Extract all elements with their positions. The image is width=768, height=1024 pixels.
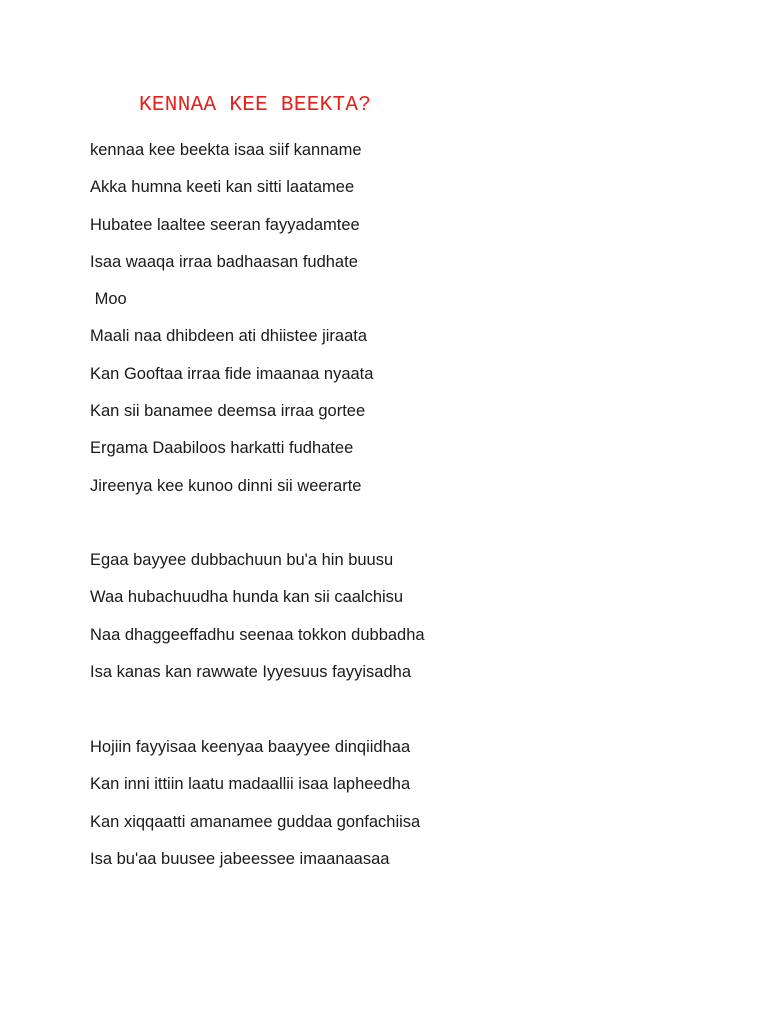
verse-line: Egaa bayyee dubbachuun bu'a hin buusu bbox=[90, 551, 394, 569]
stanza-2 bbox=[90, 550, 425, 699]
verse-line: Kan xiqqaatti amanamee guddaa gonfachiisa bbox=[90, 812, 421, 831]
verse-line: Kan sii banamee deemsa irraa gortee bbox=[90, 402, 366, 421]
stanza-1 bbox=[90, 140, 373, 513]
verse-line: Isaa waaqa irraa badhaasan fudhate bbox=[90, 252, 358, 271]
verse-line: Jireenya kee kunoo dinni sii weerarte bbox=[90, 476, 362, 495]
verse-line: kennaa kee beekta isaa siif kanname bbox=[90, 141, 362, 159]
document-title: KENNAA KEE BEEKTA? bbox=[139, 94, 372, 117]
verse-line: Isa bu'aa buusee jabeessee imaanaasaa bbox=[90, 849, 390, 868]
verse-line: Hubatee laaltee seeran fayyadamtee bbox=[90, 215, 360, 234]
verse-line: Isa kanas kan rawwate Iyyesuus fayyisadha bbox=[90, 662, 412, 681]
verse-line: Waa hubachuudha hunda kan sii caalchisu bbox=[90, 588, 404, 607]
verse-line: Hojiin fayyisaa keenyaa baayyee dinqiidhaa bbox=[90, 738, 411, 756]
verse-line: Akka humna keeti kan sitti laatamee bbox=[90, 178, 355, 197]
verse-line: Moo bbox=[90, 290, 127, 309]
verse-line: Naa dhaggeeffadhu seenaa tokkon dubbadha bbox=[90, 625, 425, 644]
verse-line: Kan inni ittiin laatu madaallii isaa lapheedha bbox=[90, 775, 411, 794]
stanza-3 bbox=[90, 737, 420, 886]
verse-line: Ergama Daabiloos harkatti fudhatee bbox=[90, 439, 354, 458]
verse-line: Maali naa dhibdeen ati dhiistee jiraata bbox=[90, 327, 368, 346]
verse-line: Kan Gooftaa irraa fide imaanaa nyaata bbox=[90, 364, 374, 383]
